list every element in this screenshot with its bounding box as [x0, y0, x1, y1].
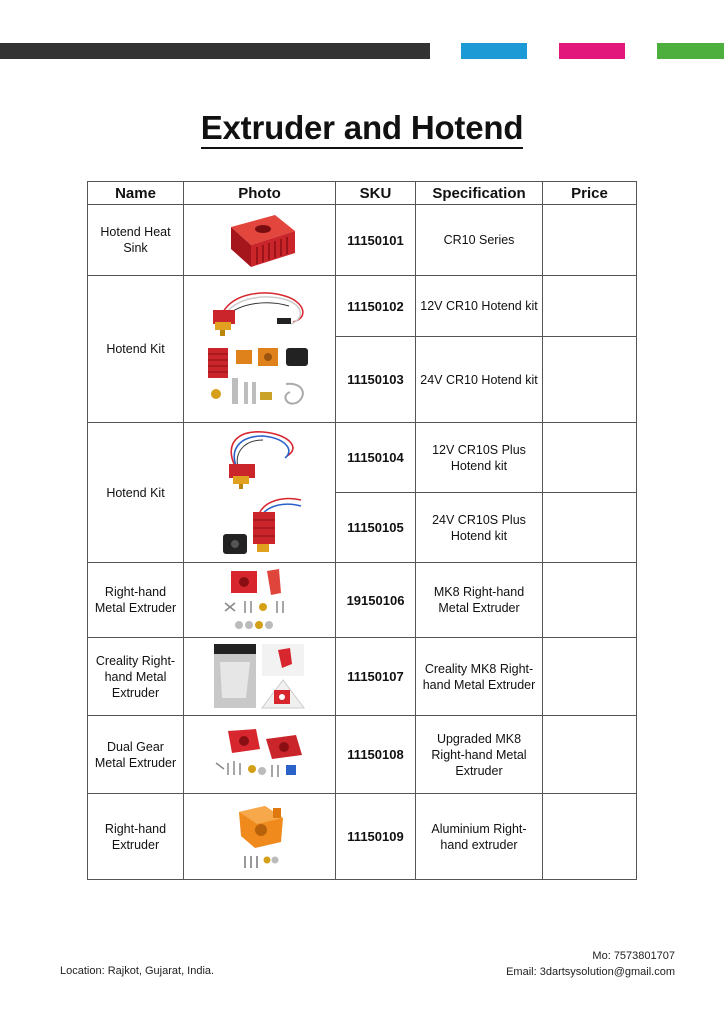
product-price: [543, 638, 637, 716]
product-photo-hotend-kit: [184, 276, 336, 423]
product-sku: 11150108: [336, 716, 416, 794]
product-name: Hotend Kit: [88, 276, 184, 423]
product-name: Hotend Heat Sink: [88, 205, 184, 276]
product-price: [543, 716, 637, 794]
product-name: Right-hand Metal Extruder: [88, 563, 184, 638]
hotend-assembly-image: [205, 288, 315, 338]
product-price: [543, 493, 637, 563]
product-specification: MK8 Right-hand Metal Extruder: [416, 563, 543, 638]
table-row: [88, 276, 637, 337]
table-row: [88, 638, 637, 716]
table-row: [88, 423, 637, 493]
product-specification: 24V CR10S Plus Hotend kit: [416, 493, 543, 563]
product-photo-right-hand-extruder: [184, 794, 336, 880]
column-header-name: Name: [88, 182, 184, 205]
product-price: [543, 337, 637, 423]
product-name: Creality Right-hand Metal Extruder: [88, 638, 184, 716]
right-hand-extruder-image: [225, 802, 295, 872]
product-sku: 11150109: [336, 794, 416, 880]
column-header-sku: SKU: [336, 182, 416, 205]
column-header-photo: Photo: [184, 182, 336, 205]
product-price: [543, 563, 637, 638]
product-specification: Aluminium Right-hand extruder: [416, 794, 543, 880]
product-photo-dual-gear-extruder: [184, 716, 336, 794]
product-price: [543, 423, 637, 493]
footer-contact: [506, 948, 675, 980]
product-specification: Upgraded MK8 Right-hand Metal Extruder: [416, 716, 543, 794]
table-row: [88, 205, 637, 276]
table-row: [88, 563, 637, 638]
heat-sink-image: [217, 209, 303, 271]
footer-location: Location: Rajkot, Gujarat, India.: [60, 965, 215, 977]
product-photo-creality-extruder: [184, 638, 336, 716]
metal-extruder-image: [219, 567, 301, 633]
page-title-text: Extruder and Hotend: [201, 109, 524, 149]
header-bar-blue: [461, 43, 527, 59]
header-bar-dark: [0, 43, 430, 59]
dual-gear-extruder-image: [210, 725, 310, 785]
hotend-parts-image: [202, 344, 318, 410]
product-photo-heat-sink: [184, 205, 336, 276]
product-name: Hotend Kit: [88, 423, 184, 563]
product-sku: 11150107: [336, 638, 416, 716]
product-specification: 12V CR10S Plus Hotend kit: [416, 423, 543, 493]
product-sku: 11150105: [336, 493, 416, 563]
hotend-plus-image: [215, 426, 305, 490]
product-price: [543, 794, 637, 880]
table-row: [88, 716, 637, 794]
product-specification: 12V CR10 Hotend kit: [416, 276, 543, 337]
product-table: [87, 181, 637, 880]
product-sku: 11150103: [336, 337, 416, 423]
table-row: [88, 794, 637, 880]
product-sku: 11150102: [336, 276, 416, 337]
column-header-price: Price: [543, 182, 637, 205]
creality-extruder-image: [212, 642, 308, 712]
product-specification: Creality MK8 Right-hand Metal Extruder: [416, 638, 543, 716]
hotend-plus-assembly-image: [215, 494, 305, 560]
header-bar-pink: [559, 43, 625, 59]
product-name: Dual Gear Metal Extruder: [88, 716, 184, 794]
footer-email: Email: 3dartsysolution@gmail.com: [506, 966, 675, 978]
product-price: [543, 205, 637, 276]
footer-mobile: Mo: 7573801707: [592, 950, 675, 962]
product-price: [543, 276, 637, 337]
product-specification: 24V CR10 Hotend kit: [416, 337, 543, 423]
product-sku: 11150101: [336, 205, 416, 276]
header-bar-green: [657, 43, 724, 59]
product-sku: 11150104: [336, 423, 416, 493]
product-name: Right-hand Extruder: [88, 794, 184, 880]
column-header-specification: Specification: [416, 182, 543, 205]
product-sku: 19150106: [336, 563, 416, 638]
product-photo-metal-extruder: [184, 563, 336, 638]
table-header-row: [88, 182, 637, 205]
product-photo-hotend-kit-plus: [184, 423, 336, 563]
product-specification: CR10 Series: [416, 205, 543, 276]
page-title: [0, 108, 724, 148]
